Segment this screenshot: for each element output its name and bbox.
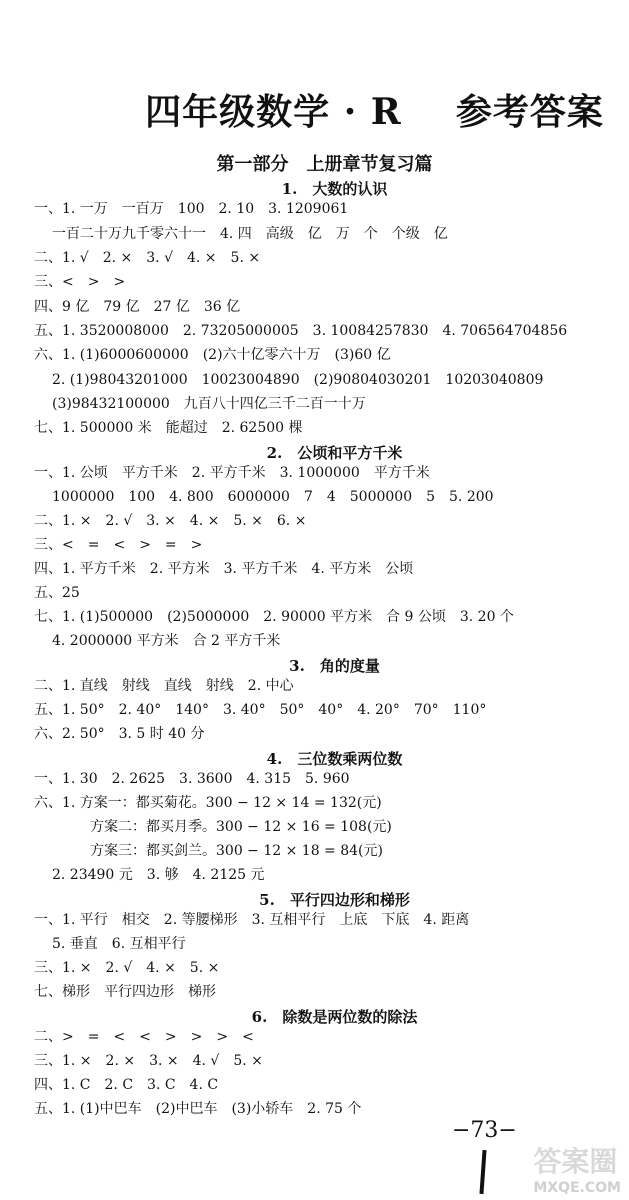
- answer-line: 五、25: [34, 585, 80, 601]
- section-heading: 1. 大数的认识: [281, 180, 388, 198]
- part-heading: 第一部分 上册章节复习篇: [216, 154, 433, 175]
- answer-line: 七、梯形 平行四边形 梯形: [34, 984, 216, 1000]
- watermark: [533, 1140, 621, 1196]
- answer-line: 三、< = < > = >: [34, 537, 203, 553]
- answer-line: 三、1. × 2. × 3. × 4. √ 5. ×: [34, 1053, 263, 1069]
- answer-line: 五、1. (1)中巴车 (2)中巴车 (3)小轿车 2. 75 个: [34, 1101, 362, 1117]
- answer-line: 四、1. 平方千米 2. 平方米 3. 平方千米 4. 平方米 公顷: [34, 561, 414, 577]
- answer-line: 一、1. 平行 相交 2. 等腰梯形 3. 互相平行 上底 下底 4. 距离: [34, 912, 470, 928]
- answer-line: 2. 23490 元 3. 够 4. 2125 元: [52, 867, 265, 883]
- section-heading: 6. 除数是两位数的除法: [251, 1008, 418, 1026]
- answer-line: 六、2. 50° 3. 5 时 40 分: [34, 726, 205, 742]
- answer-line: 5. 垂直 6. 互相平行: [52, 936, 186, 952]
- page-title: 四年级数学 · R 参考答案: [145, 91, 604, 133]
- answer-line: 三、1. × 2. √ 4. × 5. ×: [34, 960, 220, 976]
- answer-line: 方案二：都买月季。300 − 12 × 16 = 108(元): [90, 819, 392, 835]
- answer-line: 五、1. 50° 2. 40° 140° 3. 40° 50° 40° 4. 20° 70° 110°: [34, 702, 487, 718]
- watermark-sub: MXQE.COM: [533, 1180, 621, 1196]
- answer-line: 2. (1)98043201000 10023004890 (2)90804030201 10203040809: [52, 372, 544, 388]
- pen-mark: [479, 1150, 486, 1194]
- answer-line: 二、1. × 2. √ 3. × 4. × 5. × 6. ×: [34, 513, 307, 529]
- answer-line: 六、1. 方案一：都买菊花。300 − 12 × 14 = 132(元): [34, 795, 382, 811]
- answer-line: 二、1. 直线 射线 直线 射线 2. 中心: [34, 678, 294, 694]
- answer-line: 一、1. 公顷 平方千米 2. 平方千米 3. 1000000 平方千米: [34, 465, 430, 481]
- answer-line: 四、1. C 2. C 3. C 4. C: [34, 1077, 219, 1093]
- answer-line: 三、< > >: [34, 274, 126, 290]
- watermark-main: 答案圈: [533, 1145, 618, 1178]
- section-heading: 5. 平行四边形和梯形: [259, 891, 410, 909]
- answer-line: 二、1. √ 2. × 3. √ 4. × 5. ×: [34, 250, 261, 266]
- answer-line: 一、1. 30 2. 2625 3. 3600 4. 315 5. 960: [34, 771, 350, 787]
- answer-line: (3)98432100000 九百八十四亿三千二百一十万: [52, 396, 366, 412]
- answer-line: 方案三：都买剑兰。300 − 12 × 18 = 84(元): [90, 843, 383, 859]
- answer-line: 1000000 100 4. 800 6000000 7 4 5000000 5 5. 200: [52, 489, 494, 505]
- section-heading: 3. 角的度量: [289, 657, 380, 675]
- section-heading: 4. 三位数乘两位数: [266, 750, 403, 768]
- answer-line: 六、1. (1)6000600000 (2)六十亿零六十万 (3)60 亿: [34, 347, 391, 363]
- answer-line: 五、1. 3520008000 2. 73205000005 3. 10084257830 4. 706564704856: [34, 323, 568, 339]
- answer-line: 七、1. (1)500000 (2)5000000 2. 90000 平方米 合 9 公顷 3. 20 个: [34, 609, 514, 625]
- section-heading: 2. 公顷和平方千米: [266, 444, 403, 462]
- answer-line: 一、1. 一万 一百万 100 2. 10 3. 1209061: [34, 201, 349, 217]
- answer-line: 四、9 亿 79 亿 27 亿 36 亿: [34, 299, 241, 315]
- page-number: −73−: [452, 1118, 517, 1143]
- answer-line: 七、1. 500000 米 能超过 2. 62500 棵: [34, 420, 303, 436]
- answer-line: 二、> = < < > > > <: [34, 1029, 254, 1045]
- answer-line: 一百二十万九千零六十一 4. 四 高级 亿 万 个 个级 亿: [52, 226, 448, 242]
- answer-line: 4. 2000000 平方米 合 2 平方千米: [52, 633, 281, 649]
